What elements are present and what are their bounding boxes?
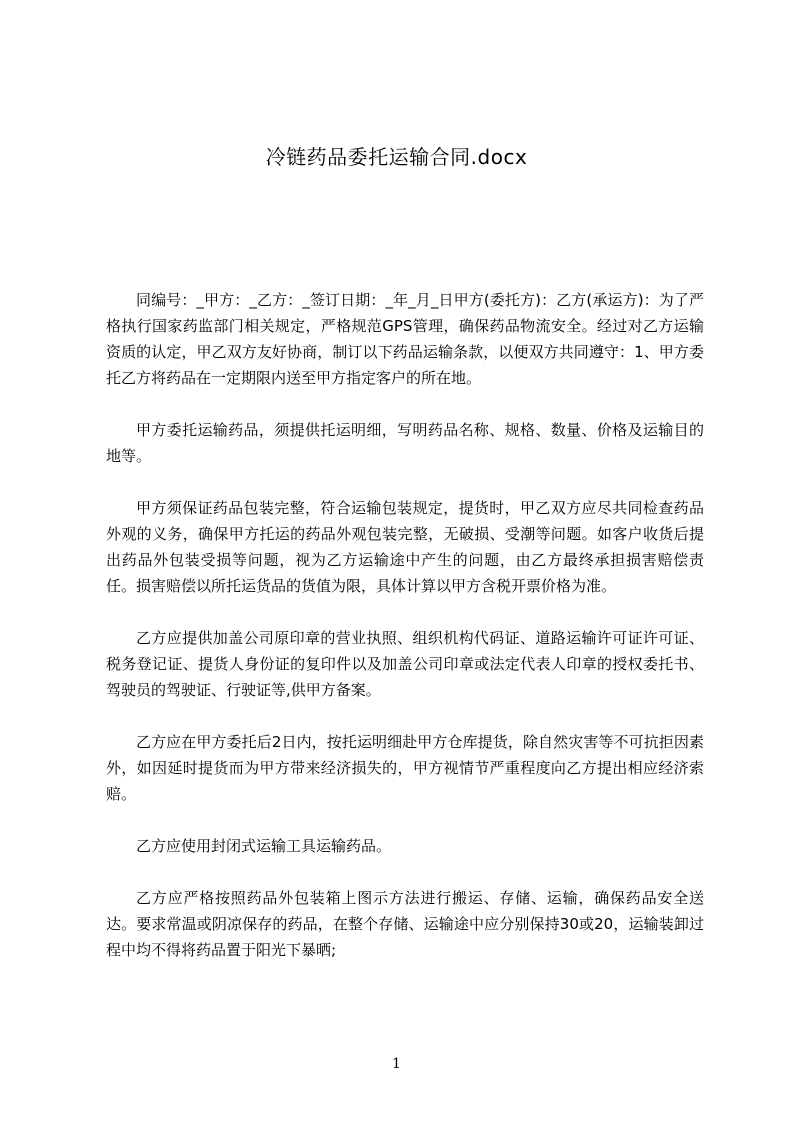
paragraph-shipping-details: 甲方委托运输药品，须提供托运明细，写明药品名称、规格、数量、价格及运输目的地等。 bbox=[106, 421, 704, 465]
paragraph-storage-temperature: 乙方应严格按照药品外包装箱上图示方法进行搬运、存储、运输，确保药品安全送达。要求常温或阴凉保存的药品，在整个存储、运输途中应分别保持30或20，运输装卸过程中均不得将药品置于阳光下暴晒; bbox=[106, 889, 704, 959]
paragraph-qualification-documents: 乙方应提供加盖公司原印章的营业执照、组织机构代码证、道路运输许可证许可证、税务登记证、提货人身份证的复印件以及加盖公司印章或法定代表人印章的授权委托书、驾驶员的驾驶证、行驶证等,供甲方备案。 bbox=[106, 629, 704, 699]
document-body bbox=[106, 287, 704, 963]
document-title: 冷链药品委托运输合同.docx bbox=[265, 145, 528, 169]
paragraph-closed-vehicle: 乙方应使用封闭式运输工具运输药品。 bbox=[136, 837, 392, 855]
page-number: 1 bbox=[392, 1056, 401, 1072]
paragraph-pickup-deadline: 乙方应在甲方委托后2日内，按托运明细赴甲方仓库提货，除自然灾害等不可抗拒因素外，如因延时提货而为甲方带来经济损失的，甲方视情节严重程度向乙方提出相应经济索赔。 bbox=[106, 733, 704, 803]
paragraph-packaging-liability: 甲方须保证药品包装完整，符合运输包装规定，提货时，甲乙双方应尽共同检查药品外观的义务，确保甲方托运的药品外观包装完整，无破损、受潮等问题。如客户收货后提出药品外包装受损等问题，视为乙方运输途中产生的问题，由乙方最终承担损害赔偿责任。损害赔偿以所托运货品的货值为限，具体计算以甲方含税开票价格为准。 bbox=[106, 499, 704, 595]
paragraph-contract-intro: 同编号：_甲方：_乙方：_签订日期：_年_月_日甲方(委托方)：乙方(承运方)：为了严格执行国家药监部门相关规定，严格规范GPS管理，确保药品物流安全。经过对乙方运输资质的认定，甲乙双方友好协商，制订以下药品运输条款，以便双方共同遵守：1、甲方委托乙方将药品在一定期限内送至甲方指定客户的所在地。 bbox=[106, 291, 704, 387]
